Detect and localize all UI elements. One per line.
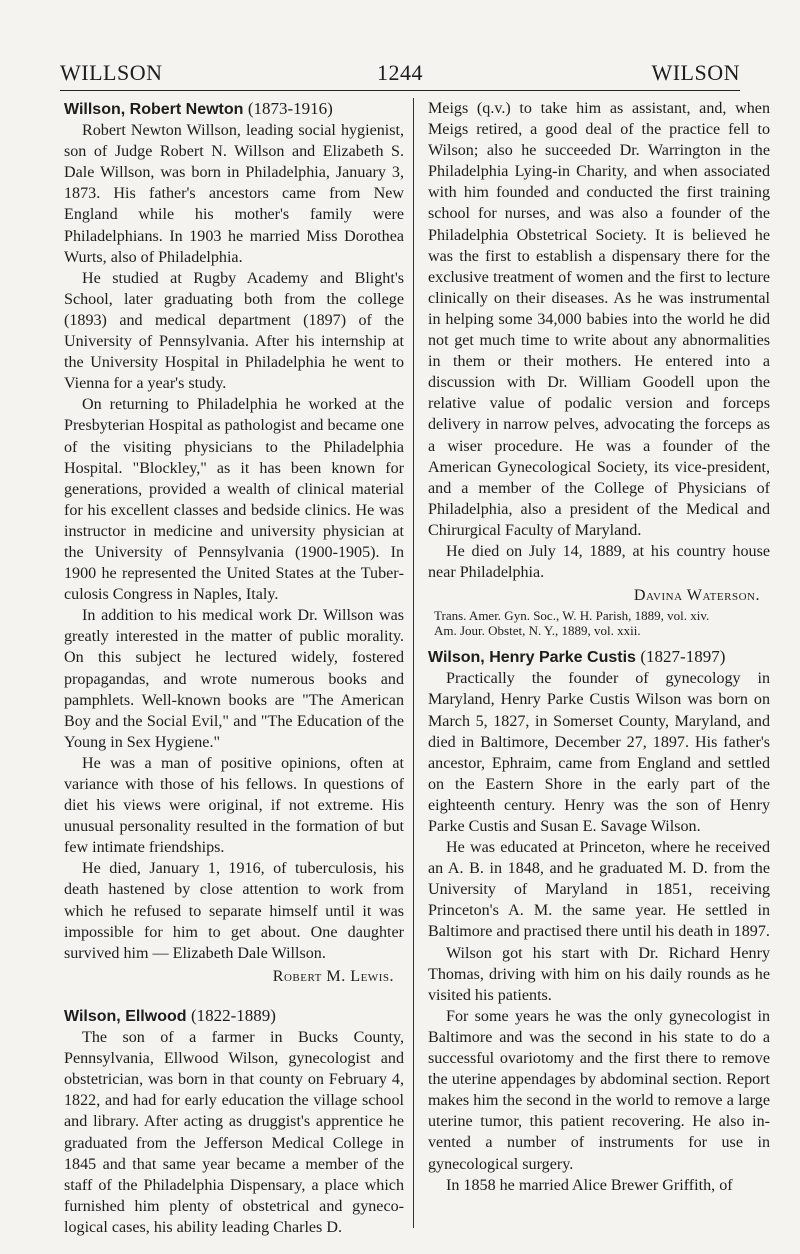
entry-dates: (1827-1897) bbox=[640, 647, 726, 667]
header-rule bbox=[60, 90, 740, 91]
paragraph: On returning to Philadelphia he worked at the Presbyterian Hospital as pathologist and became one of the visiting physicians to the Philadelphia Hospital. "Blockley," as it has been known for generations, provided a wealth of clinical material for his excellent classes and bedside clinics. He was instructor in medicine and university physician at the University of Pennsylvania (1900-1905). In 1900 he represented the United States at the Tuberculosis Congress in Naples, Italy. bbox=[64, 396, 404, 604]
author-signature: Robert M. Lewis. bbox=[272, 967, 394, 985]
paragraph: He was educated at Princeton, where he received an A. B. in 1848, and he graduated M. D. from the University of Maryland in 1851, receiving Princeton's A. M. the same year. He settled in Baltimore and practised there until his death in 1897. bbox=[428, 839, 770, 941]
entry-name: Willson, Robert Newton bbox=[64, 101, 244, 118]
entry-robert-newton-willson bbox=[64, 98, 404, 987]
page-number: 1244 bbox=[377, 60, 423, 85]
references bbox=[428, 608, 770, 638]
entry-name: Wilson, Henry Parke Custis bbox=[428, 649, 636, 667]
entry-ellwood-wilson bbox=[64, 1005, 404, 1238]
paragraph: Wilson got his start with Dr. Richard Henry Thomas, driving with him on his daily rounds as he visited his patients. bbox=[428, 944, 770, 1004]
paragraph: Robert Newton Willson, leading social hygienist, son of Judge Robert N. Willson and Elizabeth S. Dale Willson, was born in Philadelphia, January 3, 1873. His father's ancestors came from New England while his mother's family were Philadelphians. In 1903 he married Miss Dorothea Wurts, also of Philadelphia. bbox=[64, 122, 404, 266]
paragraph: In addition to his medical work Dr. Willson was greatly interested in the matter of public morality. On this subject he lectured widely, fostered propagandas, and wrote numerous books and pamphlets. Well-known books are "The American Boy and the Social Evil," and "The Education of the Young in Sex Hygiene." bbox=[64, 607, 404, 751]
paragraph: For some years he was the only gynecologist in Baltimore and was the second in his state to do a successful ovariotomy and the first there to remove the uterine appendages by abdominal section. Report makes him the second in the world to remove a large uterine tumor, this patient recovering. He also invented a number of instruments for use in gynecological surgery. bbox=[428, 1007, 770, 1173]
reference: Am. Jour. Obstet, N. Y., 1889, vol. xxii. bbox=[434, 623, 641, 639]
header-right-name: WILSON bbox=[651, 60, 740, 85]
paragraph: He died, January 1, 1916, of tuberculosis, his death hastened by close attention to work from which he refused to separate himself until it was impossible for him to get about. One daughter survived him — Elizabeth Dale Willson. bbox=[64, 860, 404, 962]
author-signature: Davina Waterson. bbox=[633, 587, 760, 605]
paragraph: He was a man of positive opinions, often at variance with those of his fellows. In questions of diet his views were original, if not extreme. His unusual personality resulted in the formation of but few intimate friendships. bbox=[64, 754, 404, 857]
entry-name: Wilson, Ellwood bbox=[64, 1007, 187, 1025]
paragraph: The son of a farmer in Bucks County, Pennsylvania, Ellwood Wilson, gynecologist and obstetrician, was born in that county on February 4, 1822, and had for early education the village school and library. After acting as druggist's apprentice he graduated from the Jefferson Medical College in 1845 and that same year became a member of the staff of the Philadelphia Dispensary, a place which furnished him plenty of obstetrical and gynecological cases, his ability leading Charles D. bbox=[64, 1029, 404, 1236]
paragraph: Practically the founder of gynecology in Maryland, Henry Parke Custis Wilson was born on March 5, 1827, in Somerset County, Maryland, and died in Baltimore, December 27, 1897. His father's ancestor, Ephraim, came from England and settled on the Eastern Shore in the early part of the eighteenth century. Henry was the son of Henry Parke Custis and Susan E. Savage Wilson. bbox=[428, 670, 770, 835]
entry-heading bbox=[428, 646, 770, 668]
entry-heading bbox=[64, 98, 404, 120]
right-column bbox=[428, 98, 770, 1196]
entry-dates: (1873-1916) bbox=[247, 99, 333, 118]
paragraph: Meigs (q.v.) to take him as assistant, and, when Meigs retired, a good deal of the practice fell to Wilson; also he succeeded Dr. Warrington in the Philadelphia Lying-in Charity, and when associated with him founded and conducted the first training school for nurses, and was also a founder of the Philadelphia Obstetrical Society. It is believed he was the first to establish a dispensary there for the exclusive treatment of women and the first to lecture clinically on their diseases. As he was instrumental in helping some 34,000 babies into the world he did not get much time to write about any abnormalities in them or their mothers. He entered into a discussion with Dr. William Goodell upon the relative value of podalic version and forceps delivery in narrow pelves, advocating the forceps as a wiser procedure. He was a founder of the American Gynecological Society, its vice-president, and a member of the College of Physicians of Philadelphia, also a president of the Medical and Chirurgical Faculty of Maryland. bbox=[428, 100, 770, 539]
entry-ellwood-wilson-continued bbox=[428, 98, 770, 638]
entry-heading bbox=[64, 1005, 404, 1027]
paragraph: He died on July 14, 1889, at his country house near Philadelphia. bbox=[428, 542, 770, 582]
entry-dates: (1822-1889) bbox=[190, 1005, 276, 1025]
left-column bbox=[64, 98, 404, 1238]
column-divider bbox=[413, 98, 414, 1228]
paragraph: In 1858 he married Alice Brewer Griffith, of bbox=[446, 1176, 733, 1194]
header-left-name: WILLSON bbox=[60, 60, 163, 85]
running-head bbox=[60, 60, 740, 88]
entry-henry-parke-custis-wilson bbox=[428, 646, 770, 1195]
paragraph: He studied at Rugby Academy and Blight's School, later graduating both from the college (1893) and medical department (1897) of the University of Pennsylvania. After his internship at the University Hospital in Philadelphia he went to Vienna for a year's study. bbox=[64, 269, 404, 393]
reference: Trans. Amer. Gyn. Soc., W. H. Parish, 1889, vol. xiv. bbox=[434, 608, 710, 624]
